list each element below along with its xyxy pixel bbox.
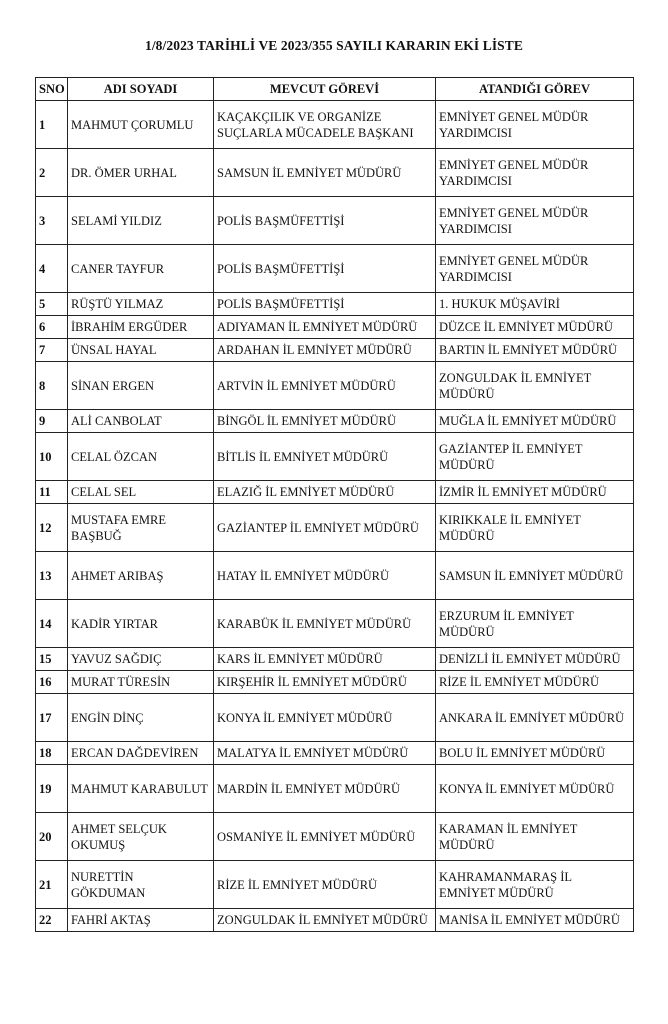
table-row: [36, 362, 634, 410]
table-row: [36, 671, 634, 694]
table-row: [36, 339, 634, 362]
cell-assigned-duty: RİZE İL EMNİYET MÜDÜRÜ: [436, 671, 634, 694]
cell-name: MUSTAFA EMRE BAŞBUĞ: [68, 504, 214, 552]
cell-name: MURAT TÜRESİN: [68, 671, 214, 694]
table-row: [36, 694, 634, 742]
cell-name: SELAMİ YILDIZ: [68, 197, 214, 245]
cell-current-duty: ADIYAMAN İL EMNİYET MÜDÜRÜ: [214, 316, 436, 339]
cell-current-duty: HATAY İL EMNİYET MÜDÜRÜ: [214, 552, 436, 600]
cell-current-duty: RİZE İL EMNİYET MÜDÜRÜ: [214, 861, 436, 909]
document-title: 1/8/2023 TARİHLİ VE 2023/355 SAYILI KARARIN EKİ LİSTE: [144, 38, 524, 53]
cell-sno: 6: [36, 316, 68, 339]
header-current-duty: MEVCUT GÖREVİ: [214, 78, 436, 101]
cell-current-duty: ZONGULDAK İL EMNİYET MÜDÜRÜ: [214, 909, 436, 932]
cell-assigned-duty: BARTIN İL EMNİYET MÜDÜRÜ: [436, 339, 634, 362]
table-row: [36, 600, 634, 648]
cell-assigned-duty: ERZURUM İL EMNİYET MÜDÜRÜ: [436, 600, 634, 648]
cell-assigned-duty: KAHRAMANMARAŞ İL EMNİYET MÜDÜRÜ: [436, 861, 634, 909]
table-row: [36, 909, 634, 932]
cell-sno: 20: [36, 813, 68, 861]
cell-name: CANER TAYFUR: [68, 245, 214, 293]
cell-current-duty: OSMANİYE İL EMNİYET MÜDÜRÜ: [214, 813, 436, 861]
cell-name: İBRAHİM ERGÜDER: [68, 316, 214, 339]
table-row: [36, 433, 634, 481]
cell-sno: 17: [36, 694, 68, 742]
cell-current-duty: MALATYA İL EMNİYET MÜDÜRÜ: [214, 742, 436, 765]
cell-assigned-duty: KONYA İL EMNİYET MÜDÜRÜ: [436, 765, 634, 813]
table-row: [36, 245, 634, 293]
cell-sno: 9: [36, 410, 68, 433]
table-row: [36, 316, 634, 339]
cell-name: NURETTİN GÖKDUMAN: [68, 861, 214, 909]
cell-current-duty: KARABÜK İL EMNİYET MÜDÜRÜ: [214, 600, 436, 648]
cell-sno: 14: [36, 600, 68, 648]
cell-assigned-duty: KIRIKKALE İL EMNİYET MÜDÜRÜ: [436, 504, 634, 552]
cell-sno: 5: [36, 293, 68, 316]
table-row: [36, 293, 634, 316]
table-row: [36, 197, 634, 245]
cell-current-duty: ARTVİN İL EMNİYET MÜDÜRÜ: [214, 362, 436, 410]
cell-assigned-duty: EMNİYET GENEL MÜDÜR YARDIMCISI: [436, 197, 634, 245]
cell-name: RÜŞTÜ YILMAZ: [68, 293, 214, 316]
table-row: [36, 813, 634, 861]
cell-name: FAHRİ AKTAŞ: [68, 909, 214, 932]
table-row: [36, 552, 634, 600]
cell-sno: 13: [36, 552, 68, 600]
cell-current-duty: BİNGÖL İL EMNİYET MÜDÜRÜ: [214, 410, 436, 433]
cell-sno: 21: [36, 861, 68, 909]
cell-name: CELAL SEL: [68, 481, 214, 504]
cell-assigned-duty: DÜZCE İL EMNİYET MÜDÜRÜ: [436, 316, 634, 339]
cell-sno: 4: [36, 245, 68, 293]
cell-assigned-duty: BOLU İL EMNİYET MÜDÜRÜ: [436, 742, 634, 765]
cell-current-duty: KARS İL EMNİYET MÜDÜRÜ: [214, 648, 436, 671]
cell-assigned-duty: MUĞLA İL EMNİYET MÜDÜRÜ: [436, 410, 634, 433]
cell-sno: 10: [36, 433, 68, 481]
cell-current-duty: POLİS BAŞMÜFETTİŞİ: [214, 197, 436, 245]
cell-sno: 18: [36, 742, 68, 765]
cell-name: ENGİN DİNÇ: [68, 694, 214, 742]
cell-current-duty: KONYA İL EMNİYET MÜDÜRÜ: [214, 694, 436, 742]
table-body: [36, 101, 634, 932]
cell-assigned-duty: 1. HUKUK MÜŞAVİRİ: [436, 293, 634, 316]
cell-name: SİNAN ERGEN: [68, 362, 214, 410]
cell-name: MAHMUT ÇORUMLU: [68, 101, 214, 149]
cell-sno: 11: [36, 481, 68, 504]
cell-name: ÜNSAL HAYAL: [68, 339, 214, 362]
cell-name: YAVUZ SAĞDIÇ: [68, 648, 214, 671]
table-row: [36, 149, 634, 197]
cell-sno: 2: [36, 149, 68, 197]
cell-assigned-duty: DENİZLİ İL EMNİYET MÜDÜRÜ: [436, 648, 634, 671]
cell-assigned-duty: İZMİR İL EMNİYET MÜDÜRÜ: [436, 481, 634, 504]
cell-sno: 12: [36, 504, 68, 552]
cell-assigned-duty: GAZİANTEP İL EMNİYET MÜDÜRÜ: [436, 433, 634, 481]
cell-assigned-duty: MANİSA İL EMNİYET MÜDÜRÜ: [436, 909, 634, 932]
table-row: [36, 861, 634, 909]
header-sno: SNO: [36, 78, 68, 101]
cell-current-duty: SAMSUN İL EMNİYET MÜDÜRÜ: [214, 149, 436, 197]
table-row: [36, 101, 634, 149]
cell-current-duty: KAÇAKÇILIK VE ORGANİZE SUÇLARLA MÜCADELE BAŞKANI: [214, 101, 436, 149]
cell-name: KADİR YIRTAR: [68, 600, 214, 648]
cell-sno: 19: [36, 765, 68, 813]
cell-assigned-duty: ZONGULDAK İL EMNİYET MÜDÜRÜ: [436, 362, 634, 410]
cell-sno: 8: [36, 362, 68, 410]
cell-sno: 7: [36, 339, 68, 362]
table-row: [36, 742, 634, 765]
cell-sno: 16: [36, 671, 68, 694]
cell-name: MAHMUT KARABULUT: [68, 765, 214, 813]
cell-assigned-duty: KARAMAN İL EMNİYET MÜDÜRÜ: [436, 813, 634, 861]
cell-name: AHMET ARIBAŞ: [68, 552, 214, 600]
cell-current-duty: ELAZIĞ İL EMNİYET MÜDÜRÜ: [214, 481, 436, 504]
cell-current-duty: BİTLİS İL EMNİYET MÜDÜRÜ: [214, 433, 436, 481]
table-row: [36, 765, 634, 813]
table-header-row: [36, 78, 634, 101]
cell-current-duty: POLİS BAŞMÜFETTİŞİ: [214, 245, 436, 293]
cell-sno: 3: [36, 197, 68, 245]
header-assigned-duty: ATANDIĞI GÖREV: [436, 78, 634, 101]
cell-current-duty: ARDAHAN İL EMNİYET MÜDÜRÜ: [214, 339, 436, 362]
header-name: ADI SOYADI: [68, 78, 214, 101]
table-row: [36, 648, 634, 671]
cell-assigned-duty: EMNİYET GENEL MÜDÜR YARDIMCISI: [436, 101, 634, 149]
appointment-table: [35, 77, 634, 932]
cell-current-duty: KIRŞEHİR İL EMNİYET MÜDÜRÜ: [214, 671, 436, 694]
cell-assigned-duty: ANKARA İL EMNİYET MÜDÜRÜ: [436, 694, 634, 742]
cell-name: ALİ CANBOLAT: [68, 410, 214, 433]
cell-assigned-duty: EMNİYET GENEL MÜDÜR YARDIMCISI: [436, 149, 634, 197]
table-row: [36, 481, 634, 504]
cell-sno: 1: [36, 101, 68, 149]
cell-sno: 22: [36, 909, 68, 932]
cell-current-duty: GAZİANTEP İL EMNİYET MÜDÜRÜ: [214, 504, 436, 552]
cell-current-duty: MARDİN İL EMNİYET MÜDÜRÜ: [214, 765, 436, 813]
cell-assigned-duty: EMNİYET GENEL MÜDÜR YARDIMCISI: [436, 245, 634, 293]
cell-name: DR. ÖMER URHAL: [68, 149, 214, 197]
cell-name: CELAL ÖZCAN: [68, 433, 214, 481]
cell-assigned-duty: SAMSUN İL EMNİYET MÜDÜRÜ: [436, 552, 634, 600]
table-row: [36, 504, 634, 552]
cell-sno: 15: [36, 648, 68, 671]
cell-name: AHMET SELÇUK OKUMUŞ: [68, 813, 214, 861]
cell-current-duty: POLİS BAŞMÜFETTİŞİ: [214, 293, 436, 316]
table-row: [36, 410, 634, 433]
cell-name: ERCAN DAĞDEVİREN: [68, 742, 214, 765]
